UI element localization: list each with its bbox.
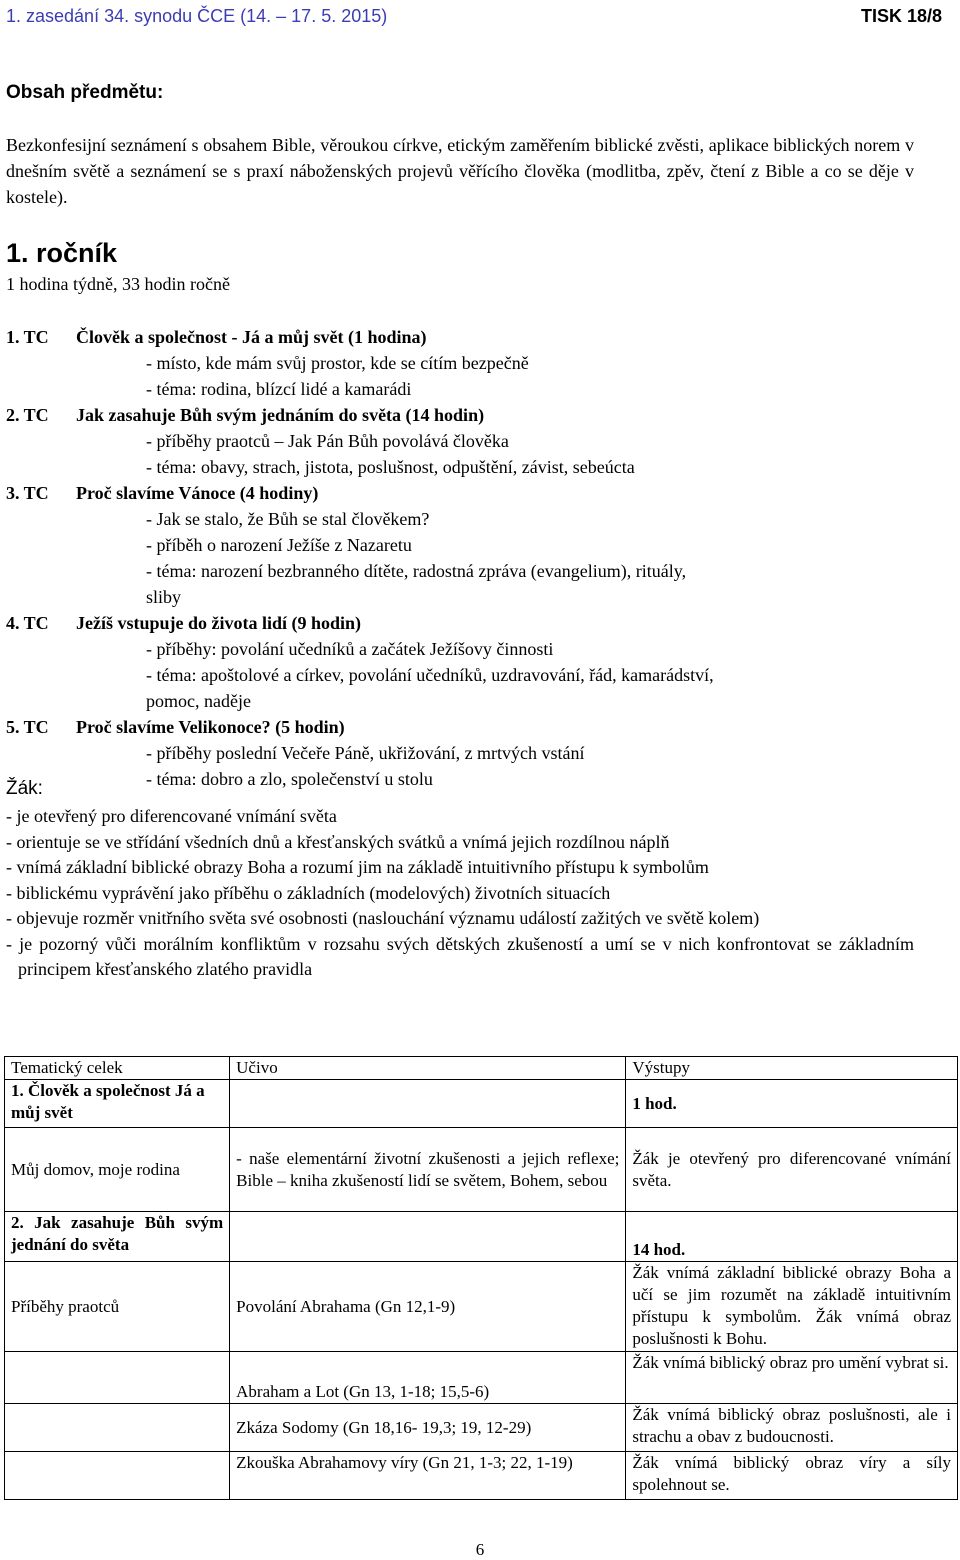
- topic-line: - Jak se stalo, že Bůh se stal člověkem?: [146, 509, 430, 529]
- list-item: - vnímá základní biblické obrazy Boha a rozumí jim na základě intuitivního přístupu k symbolům: [6, 857, 709, 877]
- topic-3: [6, 480, 926, 610]
- unit-hours: 14 hod.: [626, 1212, 958, 1262]
- topic-number: 1. TC: [6, 327, 49, 347]
- topic-line: sliby: [146, 587, 182, 607]
- header-cell: Tematický celek: [5, 1057, 230, 1080]
- topic-number: 3. TC: [6, 483, 49, 503]
- table-cell: [5, 1352, 230, 1404]
- unit-hours: 1 hod.: [626, 1080, 958, 1128]
- topic-line: - téma: apoštolové a církev, povolání učedníků, uzdravování, řád, kamarádství,: [146, 665, 714, 685]
- unit-title: 2. Jak zasahuje Bůh svým jednání do světa: [5, 1212, 230, 1262]
- intro-paragraph: Bezkonfesijní seznámení s obsahem Bible, věroukou církve, etickým zaměřením biblické zvěsti, aplikace biblických norem v dnešním světě a seznámení se s praxí náboženských projevů věřícího člověka (modlitba, zpěv, čtení z Bible a co se děje v kostele).: [6, 135, 914, 207]
- table-header-row: [5, 1057, 958, 1080]
- topic-line: - příběhy praotců – Jak Pán Bůh povolává člověka: [146, 431, 509, 451]
- topic-line: - téma: obavy, strach, jistota, poslušnost, odpuštění, závist, sebeúcta: [146, 457, 635, 477]
- print-number: TISK 18/8: [860, 6, 942, 26]
- topic-title: Proč slavíme Vánoce (4 hodiny): [76, 483, 319, 503]
- unit-title: 1. Člověk a společnost Já a můj svět: [5, 1080, 230, 1128]
- list-item: - objevuje rozměr vnitřního světa své osobnosti (naslouchání významu událostí zažitých ve světě kolem): [6, 908, 760, 928]
- table-row: [5, 1128, 958, 1212]
- topic-line: pomoc, naděje: [146, 691, 251, 711]
- table-cell: [230, 1080, 626, 1128]
- topic-heading: [6, 714, 926, 740]
- topic-line: - téma: dobro a zlo, společenství u stolu: [146, 769, 433, 789]
- topic-heading: [6, 610, 926, 636]
- table-row: [5, 1080, 958, 1128]
- topic-heading: [6, 324, 926, 350]
- list-item: - biblickému vyprávění jako příběhu o základních (modelových) životních situacích: [6, 882, 611, 903]
- output-cell: Žák vnímá biblický obraz pro umění vybrat si.: [626, 1352, 958, 1404]
- list-item: - je otevřený pro diferencované vnímání světa: [6, 806, 337, 826]
- table-row: [5, 1262, 958, 1352]
- topic-number: 5. TC: [6, 717, 49, 737]
- table-cell: [5, 1404, 230, 1452]
- subtopic-cell: Můj domov, moje rodina: [5, 1128, 230, 1212]
- table-row: [5, 1212, 958, 1262]
- content-cell: Zkouška Abrahamovy víry (Gn 21, 1-3; 22, 1-19): [230, 1452, 626, 1500]
- page-header: [6, 6, 942, 36]
- content-cell: Zkáza Sodomy (Gn 18,16- 19,3; 19, 12-29): [230, 1404, 626, 1452]
- topic-line: - příběhy poslední Večeře Páně, ukřižování, z mrtvých vstání: [146, 743, 585, 763]
- topic-number: 4. TC: [6, 613, 49, 633]
- topic-line: - téma: rodina, blízcí lidé a kamarádi: [146, 379, 412, 399]
- subtopic-cell: Příběhy praotců: [5, 1262, 230, 1352]
- output-cell: Žák je otevřený pro diferencované vnímání světa.: [626, 1128, 958, 1212]
- table-row: [5, 1404, 958, 1452]
- output-cell: Žák vnímá biblický obraz poslušnosti, ale i strachu a obav z budoucnosti.: [626, 1404, 958, 1452]
- topic-heading: [6, 402, 926, 428]
- header-cell: Učivo: [230, 1057, 626, 1080]
- table-cell: [5, 1452, 230, 1500]
- grade-title: 1. ročník: [6, 238, 118, 268]
- topic-heading: [6, 480, 926, 506]
- topic-line: - téma: narození bezbranného dítěte, radostná zpráva (evangelium), rituály,: [146, 561, 687, 581]
- table-cell: [230, 1212, 626, 1262]
- page-number: 6: [475, 1540, 485, 1559]
- topic-line: - příběh o narození Ježíše z Nazaretu: [146, 535, 412, 555]
- content-cell: Abraham a Lot (Gn 13, 1-18; 15,5-6): [230, 1352, 626, 1404]
- topic-title: Jak zasahuje Bůh svým jednáním do světa (14 hodin): [76, 405, 485, 425]
- topic-4: [6, 610, 926, 714]
- student-title: Žák:: [6, 778, 43, 799]
- content-cell: Povolání Abrahama (Gn 12,1-9): [230, 1262, 626, 1352]
- topic-5: [6, 714, 926, 792]
- synod-header: 1. zasedání 34. synodu ČCE (14. – 17. 5. 2015): [6, 6, 388, 26]
- topic-number: 2. TC: [6, 405, 49, 425]
- list-item: - orientuje se ve střídání všedních dnů a křesťanských svátků a vnímá jejich rozdílnou náplň: [6, 831, 670, 852]
- topic-list: [6, 324, 926, 792]
- topic-2: [6, 402, 926, 480]
- list-item: - je pozorný vůči morálním konfliktům v rozsahu svých dětských zkušeností a umí se v nich konfrontovat se základním principem křesťanského zlatého pravidla: [6, 933, 914, 979]
- header-cell: Výstupy: [626, 1057, 958, 1080]
- table-row: [5, 1452, 958, 1500]
- section-title: Obsah předmětu:: [6, 82, 164, 103]
- topic-title: Člověk a společnost - Já a můj svět (1 hodina): [76, 327, 427, 347]
- grade-hours: 1 hodina týdně, 33 hodin ročně: [6, 274, 230, 294]
- topic-line: - místo, kde mám svůj prostor, kde se cítím bezpečně: [146, 353, 529, 373]
- topic-line: - příběhy: povolání učedníků a začátek Ježíšovy činnosti: [146, 639, 554, 659]
- output-cell: Žák vnímá základní biblické obrazy Boha a učí se jim rozumět na základě intuitivním přístupu k symbolům. Žák vnímá obraz poslušnosti k Bohu.: [626, 1262, 958, 1352]
- curriculum-table: [4, 1056, 958, 1500]
- topic-1: [6, 324, 926, 402]
- topic-title: Proč slavíme Velikonoce? (5 hodin): [76, 717, 345, 737]
- content-cell: - naše elementární životní zkušenosti a jejich reflexe; Bible – kniha zkušeností lidí se světem, Bohem, sebou: [230, 1128, 626, 1212]
- topic-title: Ježíš vstupuje do života lidí (9 hodin): [76, 613, 362, 633]
- output-cell: Žák vnímá biblický obraz víry a síly spolehnout se.: [626, 1452, 958, 1500]
- student-outcomes-list: [6, 804, 914, 983]
- table-row: [5, 1352, 958, 1404]
